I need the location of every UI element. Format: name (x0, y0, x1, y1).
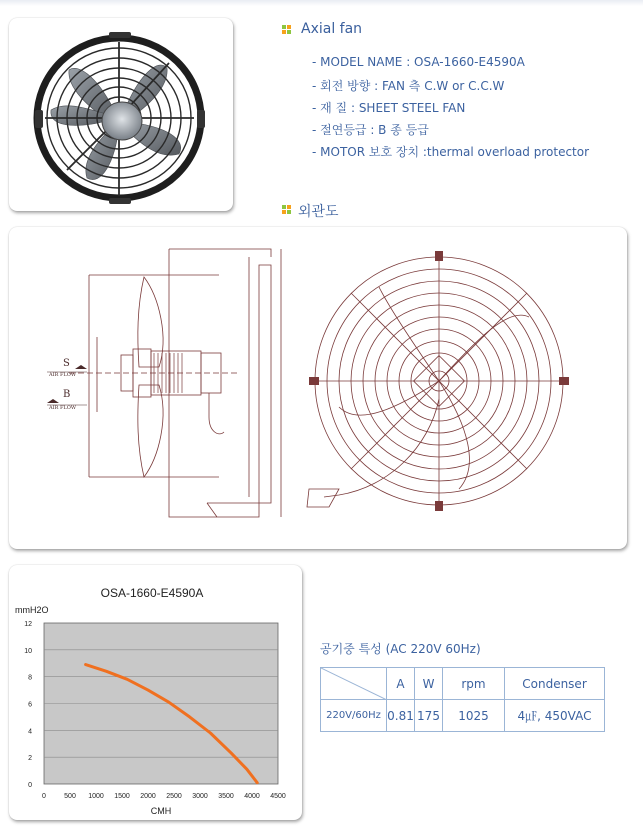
top-bar (0, 0, 643, 6)
technical-drawing-card (9, 227, 627, 549)
fan-photo (9, 18, 233, 211)
svg-text:AIR FLOW: AIR FLOW (49, 405, 76, 411)
x-tick-label: 500 (64, 793, 76, 800)
x-tick-label: 1000 (88, 793, 104, 800)
product-photo-card (9, 18, 233, 211)
x-tick-label: 4500 (270, 793, 286, 800)
svg-text:B: B (63, 389, 71, 400)
y-tick-label: 10 (24, 647, 32, 655)
table-header-cell: rpm (443, 668, 505, 700)
airflow-b-label (47, 389, 87, 411)
table-cell: 0.81 (387, 700, 415, 732)
table-header-cell: W (415, 668, 443, 700)
bullet-icon (282, 25, 291, 34)
y-tick-label: 12 (24, 621, 32, 628)
diagonal-line (321, 668, 387, 700)
y-tick-label: 0 (28, 782, 32, 789)
svg-text:S: S (63, 358, 70, 369)
table-header-cell: Condenser (505, 668, 605, 700)
performance-chart (9, 565, 302, 820)
x-tick-label: 3000 (192, 793, 208, 800)
spec-line: - 절연등급 : B 종 등급 (312, 123, 429, 137)
x-axis-label: CMH (150, 806, 172, 816)
y-axis-label: mmH2O (15, 605, 49, 615)
table-cell: 4㎌, 450VAC (505, 700, 605, 732)
spec-line: - MOTOR 보호 장치 :thermal overload protector (312, 145, 590, 159)
airflow-s-label (47, 358, 87, 378)
chart-title: OSA-1660-E4590A (100, 586, 204, 600)
table-title: 공기중 특성 (AC 220V 60Hz) (320, 642, 481, 656)
table-cell: 1025 (443, 700, 505, 732)
x-tick-label: 0 (42, 793, 46, 800)
table-corner-cell (321, 668, 387, 700)
y-tick-label: 4 (28, 728, 32, 736)
y-tick-label: 2 (28, 755, 32, 763)
x-tick-label: 2500 (166, 793, 182, 800)
technical-drawing (9, 227, 627, 549)
bullet-icon (282, 205, 291, 214)
y-tick-label: 8 (28, 674, 32, 682)
svg-text:AIR FLOW: AIR FLOW (49, 372, 76, 378)
spec-line: - MODEL NAME : OSA-1660-E4590A (312, 55, 525, 69)
drawing-title: 외관도 (298, 204, 339, 220)
table-row-label: 220V/60Hz (321, 700, 387, 732)
performance-table (320, 667, 605, 732)
spec-line: - 재 질 : SHEET STEEL FAN (312, 101, 466, 115)
x-tick-label: 3500 (218, 793, 234, 800)
table-header-cell: A (387, 668, 415, 700)
spec-line: - 회전 방향 : FAN 측 C.W or C.C.W (312, 79, 505, 93)
table-cell: 175 (415, 700, 443, 732)
table-row (321, 700, 605, 732)
x-tick-label: 2000 (140, 793, 156, 800)
x-tick-label: 4000 (244, 793, 260, 800)
table-header-row (321, 668, 605, 700)
x-tick-label: 1500 (114, 793, 130, 800)
performance-chart-card (9, 565, 302, 820)
product-title: Axial fan (301, 21, 363, 37)
y-tick-label: 6 (28, 701, 32, 709)
